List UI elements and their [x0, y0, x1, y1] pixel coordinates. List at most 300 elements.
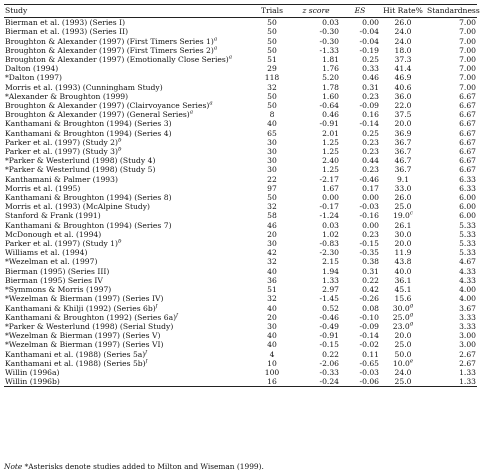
cell-effect-size [340, 202, 380, 211]
cell-hit-rate [380, 331, 426, 340]
cell-study [4, 193, 252, 202]
cell-study [4, 267, 252, 276]
cell-study-footnote-marker: b [117, 147, 122, 153]
cell-hit-rate [380, 83, 426, 92]
cell-study-text: *Wezelman & Bierman (1997) (Series IV) [5, 294, 164, 304]
cell-effect-size [340, 27, 380, 36]
cell-study-text: *Symmons & Morris (1997) [5, 285, 112, 295]
cell-standardness-text: 4.67 [459, 257, 476, 267]
cell-trials [252, 322, 292, 331]
cell-z-score [292, 340, 340, 349]
cell-hit-rate [380, 248, 426, 257]
cell-study-text: *Wezelman & Bierman (1997) (Series VI) [5, 340, 164, 350]
table-row [4, 350, 477, 359]
cell-z-score-text: 0.00 [322, 193, 339, 203]
cell-hit-rate-text: 24.0 [394, 36, 412, 46]
table-row [4, 156, 477, 165]
cell-study-text: Broughton & Alexander (1997) (Emotionally Close Series) [5, 55, 229, 65]
cell-z-score [292, 18, 340, 28]
cell-z-score [292, 211, 340, 220]
cell-trials-text: 22 [267, 174, 277, 184]
cell-study [4, 211, 252, 220]
cell-hit-rate-text: 46.9 [394, 73, 412, 83]
cell-hit-rate-text: 26.0 [394, 193, 412, 203]
cell-study [4, 239, 252, 248]
cell-standardness [426, 101, 477, 110]
table-row [4, 368, 477, 377]
cell-study [4, 110, 252, 119]
cell-effect-size-text: -0.26 [359, 294, 379, 304]
cell-z-score-text: 1.76 [322, 64, 339, 74]
cell-study-text: Broughton & Alexander (1997) (General Series) [5, 110, 190, 120]
cell-standardness [426, 55, 477, 64]
cell-trials [252, 221, 292, 230]
cell-standardness [426, 129, 477, 138]
cell-standardness [426, 257, 477, 266]
cell-standardness-text: 3.00 [459, 340, 476, 350]
header-study: Study [4, 5, 252, 18]
cell-effect-size [340, 73, 380, 82]
cell-trials [252, 55, 292, 64]
cell-trials [252, 73, 292, 82]
cell-z-score [292, 193, 340, 202]
cell-study-text: Broughton & Alexander (1997) (First Timers Series 2) [5, 45, 214, 55]
cell-study-text: Kanthamani et al. (1988) (Series 5a) [5, 349, 146, 359]
cell-study-text: Kanthamani & Broughton (1992) (Series 6a) [5, 312, 177, 322]
cell-z-score [292, 331, 340, 340]
table-row [4, 294, 477, 303]
table-row [4, 313, 477, 322]
cell-effect-size-text: 0.00 [362, 18, 379, 28]
cell-standardness-text: 7.00 [459, 18, 476, 28]
cell-study [4, 119, 252, 128]
cell-effect-size-text: 0.00 [362, 220, 379, 230]
cell-standardness [426, 267, 477, 276]
cell-z-score-text: 1.25 [322, 137, 339, 147]
cell-effect-size [340, 331, 380, 340]
cell-hit-rate [380, 304, 426, 313]
cell-effect-size-text: 0.46 [362, 73, 379, 83]
cell-study-text: Stanford & Frank (1991) [5, 211, 101, 221]
cell-standardness-text: 3.33 [459, 321, 476, 331]
cell-effect-size [340, 267, 380, 276]
cell-trials-text: 50 [267, 18, 277, 28]
cell-z-score [292, 37, 340, 46]
cell-study-text: Kanthamani & Broughton (1994) (Series 8) [5, 193, 172, 203]
cell-standardness [426, 27, 477, 36]
cell-standardness [426, 110, 477, 119]
cell-z-score [292, 55, 340, 64]
cell-study-text: Parker et al. (1997) (Study 3) [5, 147, 118, 157]
cell-effect-size [340, 230, 380, 239]
cell-hit-rate-text: 41.4 [394, 64, 412, 74]
cell-effect-size [340, 294, 380, 303]
cell-hit-rate [380, 156, 426, 165]
cell-standardness-text: 6.00 [459, 202, 476, 212]
cell-trials-text: 40 [267, 331, 277, 341]
table-row [4, 340, 477, 349]
cell-study [4, 377, 252, 387]
cell-effect-size [340, 55, 380, 64]
cell-hit-rate-text: 22.0 [394, 101, 412, 111]
cell-z-score-text: 0.03 [322, 220, 339, 230]
cell-study-text: Morris et al. (1993) (Cunningham Study) [5, 82, 163, 92]
cell-trials [252, 83, 292, 92]
cell-trials-text: 30 [267, 321, 277, 331]
cell-effect-size [340, 193, 380, 202]
cell-study-text: Broughton & Alexander (1997) (First Timers Series 1) [5, 36, 214, 46]
cell-standardness [426, 331, 477, 340]
cell-effect-size [340, 175, 380, 184]
cell-effect-size [340, 110, 380, 119]
cell-hit-rate-text: 19.0 [392, 211, 410, 221]
cell-standardness [426, 313, 477, 322]
cell-hit-rate-text: 26.1 [394, 220, 412, 230]
cell-standardness-text: 7.00 [459, 45, 476, 55]
cell-trials-text: 40 [267, 340, 277, 350]
cell-study-footnote-marker: a [189, 110, 193, 116]
cell-effect-size-text: -0.19 [359, 45, 379, 55]
cell-trials-text: 30 [267, 165, 277, 175]
cell-z-score [292, 350, 340, 359]
cell-trials [252, 156, 292, 165]
cell-trials-text: 50 [267, 36, 277, 46]
cell-z-score [292, 147, 340, 156]
cell-z-score-text: -2.06 [319, 358, 339, 368]
table-row [4, 239, 477, 248]
cell-trials [252, 313, 292, 322]
cell-z-score-text: -2.17 [319, 174, 339, 184]
cell-study [4, 101, 252, 110]
cell-effect-size-text: 0.31 [362, 82, 379, 92]
cell-trials [252, 368, 292, 377]
cell-effect-size [340, 359, 380, 368]
cell-trials [252, 184, 292, 193]
cell-standardness-text: 5.33 [459, 248, 476, 258]
cell-z-score [292, 377, 340, 387]
cell-z-score-text: 5.20 [322, 73, 339, 83]
cell-effect-size [340, 322, 380, 331]
cell-study-text: *Parker & Westerlund (1998) (Study 5) [5, 165, 156, 175]
cell-z-score [292, 156, 340, 165]
table-row [4, 257, 477, 266]
cell-standardness [426, 285, 477, 294]
cell-effect-size-text: -0.65 [359, 358, 379, 368]
cell-standardness [426, 46, 477, 55]
cell-trials [252, 92, 292, 101]
cell-standardness [426, 64, 477, 73]
cell-standardness [426, 184, 477, 193]
cell-z-score [292, 92, 340, 101]
cell-study [4, 221, 252, 230]
cell-standardness [426, 322, 477, 331]
cell-effect-size-text: -0.14 [359, 119, 379, 129]
cell-standardness [426, 147, 477, 156]
cell-hit-rate [380, 73, 426, 82]
cell-effect-size-text: 0.22 [362, 275, 379, 285]
cell-effect-size [340, 221, 380, 230]
cell-hit-rate [380, 211, 426, 220]
cell-trials-text: 40 [267, 266, 277, 276]
cell-study-text: Kanthamani & Broughton (1994) (Series 3) [5, 119, 172, 129]
cell-effect-size-text: 0.23 [362, 229, 379, 239]
cell-z-score-text: 0.03 [322, 18, 339, 28]
cell-trials [252, 110, 292, 119]
cell-hit-rate [380, 27, 426, 36]
cell-study [4, 55, 252, 64]
cell-effect-size-text: -0.04 [359, 27, 379, 37]
cell-hit-rate [380, 147, 426, 156]
cell-study [4, 64, 252, 73]
cell-standardness [426, 83, 477, 92]
cell-trials-text: 42 [267, 248, 277, 258]
cell-trials [252, 27, 292, 36]
table-row [4, 175, 477, 184]
cell-hit-rate-text: 40.6 [394, 82, 412, 92]
cell-trials-text: 29 [267, 64, 277, 74]
table-row [4, 18, 477, 28]
cell-z-score [292, 276, 340, 285]
cell-standardness [426, 359, 477, 368]
cell-effect-size-text: -0.06 [359, 377, 379, 387]
cell-trials [252, 101, 292, 110]
cell-hit-rate-text: 18.0 [394, 45, 412, 55]
cell-hit-rate [380, 18, 426, 28]
cell-z-score [292, 267, 340, 276]
cell-standardness-text: 5.33 [459, 220, 476, 230]
cell-hit-rate-text: 40.0 [394, 266, 412, 276]
cell-hit-rate [380, 359, 426, 368]
cell-effect-size [340, 276, 380, 285]
cell-trials [252, 340, 292, 349]
cell-hit-rate-text: 25.0 [394, 340, 412, 350]
table-row [4, 55, 477, 64]
cell-hit-rate-text: 37.5 [394, 110, 412, 120]
cell-z-score-text: -1.45 [319, 294, 339, 304]
cell-hit-rate [380, 119, 426, 128]
cell-study [4, 230, 252, 239]
cell-study-text: Bierman et al. (1993) (Series II) [5, 27, 129, 37]
cell-hit-rate-text: 20.0 [394, 239, 412, 249]
cell-trials-text: 16 [267, 377, 277, 387]
cell-hit-rate [380, 184, 426, 193]
cell-hit-rate-text: 36.7 [394, 137, 412, 147]
cell-effect-size-text: 0.38 [362, 257, 379, 267]
cell-effect-size [340, 340, 380, 349]
cell-hit-rate-text: 36.9 [394, 128, 412, 138]
cell-standardness-text: 7.00 [459, 82, 476, 92]
cell-z-score-text: -2.30 [319, 248, 339, 258]
cell-study-footnote-marker: b [117, 239, 122, 245]
cell-standardness [426, 230, 477, 239]
cell-trials [252, 175, 292, 184]
cell-z-score [292, 294, 340, 303]
cell-trials-text: 100 [264, 367, 280, 377]
cell-effect-size [340, 257, 380, 266]
cell-effect-size [340, 101, 380, 110]
cell-hit-rate-text: 25.0 [394, 377, 412, 387]
cell-standardness-text: 6.00 [459, 211, 476, 221]
cell-effect-size-text: 0.23 [362, 165, 379, 175]
cell-study-text: Kanthamani & Broughton (1994) (Series 7) [5, 220, 172, 230]
cell-trials-text: 20 [267, 229, 277, 239]
cell-study [4, 368, 252, 377]
cell-standardness-text: 7.00 [459, 36, 476, 46]
cell-hit-rate [380, 350, 426, 359]
cell-z-score [292, 184, 340, 193]
cell-hit-rate [380, 239, 426, 248]
cell-standardness [426, 248, 477, 257]
cell-effect-size-text: 0.33 [362, 64, 379, 74]
cell-trials-text: 10 [267, 358, 277, 368]
cell-study-text: Willin (1996a) [5, 367, 60, 377]
cell-effect-size [340, 37, 380, 46]
cell-z-score-text: 2.15 [322, 257, 339, 267]
cell-trials [252, 257, 292, 266]
cell-z-score-text: -0.83 [319, 239, 339, 249]
header-trials: Trials [252, 5, 292, 18]
cell-z-score [292, 359, 340, 368]
table-row [4, 230, 477, 239]
cell-study [4, 184, 252, 193]
cell-effect-size-text: -0.09 [359, 101, 379, 111]
cell-z-score-text: -0.24 [319, 377, 339, 387]
cell-z-score [292, 46, 340, 55]
cell-study-text: Parker et al. (1997) (Study 1) [5, 239, 118, 249]
cell-effect-size-text: 0.25 [362, 128, 379, 138]
cell-standardness-text: 2.67 [459, 358, 476, 368]
cell-hit-rate [380, 193, 426, 202]
cell-trials-text: 40 [267, 303, 277, 313]
cell-study-footnote-marker: a [213, 45, 218, 52]
cell-effect-size [340, 129, 380, 138]
cell-z-score-text: -0.49 [319, 321, 339, 331]
table-row [4, 304, 477, 313]
cell-z-score-text: 1.25 [322, 165, 339, 175]
cell-effect-size-text: 0.23 [362, 147, 379, 157]
table-row [4, 73, 477, 82]
cell-study [4, 285, 252, 294]
cell-hit-rate [380, 368, 426, 377]
cell-effect-size [340, 64, 380, 73]
cell-study-text: Williams et al. (1994) [5, 248, 88, 258]
cell-hit-rate [380, 276, 426, 285]
cell-effect-size [340, 138, 380, 147]
cell-effect-size [340, 368, 380, 377]
cell-trials [252, 276, 292, 285]
cell-hit-rate-text: 23.0 [392, 321, 410, 331]
cell-trials [252, 377, 292, 387]
cell-z-score-text: -0.46 [319, 312, 339, 322]
cell-hit-rate [380, 221, 426, 230]
cell-study-text: Morris et al. (1995) [5, 183, 81, 193]
cell-trials-text: 51 [267, 285, 277, 295]
table-row [4, 193, 477, 202]
cell-standardness [426, 138, 477, 147]
cell-standardness [426, 340, 477, 349]
cell-trials [252, 248, 292, 257]
cell-hit-rate-text: 9.1 [396, 174, 410, 184]
cell-hit-rate-text: 36.1 [394, 275, 412, 285]
cell-study-footnote-marker: f [145, 358, 148, 365]
cell-z-score-text: -1.24 [319, 211, 339, 221]
cell-z-score-text: 1.78 [322, 82, 339, 92]
cell-z-score-text: -0.91 [319, 331, 339, 341]
cell-study [4, 46, 252, 55]
cell-study-footnote-marker: a [209, 101, 213, 107]
cell-study [4, 18, 252, 28]
cell-hit-rate-text: 25.0 [394, 202, 412, 212]
cell-trials [252, 304, 292, 313]
cell-standardness-text: 6.67 [459, 165, 476, 175]
cell-z-score-text: -0.91 [319, 119, 339, 129]
cell-study [4, 331, 252, 340]
cell-hit-rate [380, 55, 426, 64]
cell-effect-size [340, 92, 380, 101]
cell-trials-text: 97 [267, 183, 277, 193]
cell-standardness-text: 2.67 [459, 349, 476, 359]
table-row [4, 64, 477, 73]
cell-z-score-text: 0.46 [322, 110, 339, 120]
cell-standardness-text: 6.67 [459, 137, 476, 147]
cell-effect-size-text: 0.11 [362, 349, 379, 359]
cell-z-score-text: 1.81 [322, 55, 339, 65]
cell-study-text: *Wezelman & Bierman (1997) (Series V) [5, 331, 161, 341]
cell-effect-size-text: -0.02 [359, 340, 379, 350]
cell-trials-text: 20 [267, 312, 277, 322]
cell-hit-rate-text: 25.0 [392, 312, 410, 322]
cell-study-footnote-marker: f [155, 303, 158, 309]
cell-study [4, 304, 252, 313]
cell-hit-rate-footnote-marker: d [409, 321, 414, 328]
cell-z-score [292, 64, 340, 73]
cell-study [4, 294, 252, 303]
cell-hit-rate-text: 46.7 [394, 156, 412, 166]
cell-study [4, 175, 252, 184]
cell-effect-size [340, 285, 380, 294]
cell-z-score-text: 0.22 [322, 349, 339, 359]
cell-trials-text: 50 [267, 27, 277, 37]
cell-standardness-text: 3.00 [459, 331, 476, 341]
cell-z-score-text: 1.60 [322, 91, 339, 101]
cell-study [4, 350, 252, 359]
table-row [4, 248, 477, 257]
cell-effect-size-text: 0.17 [362, 183, 379, 193]
cell-standardness-text: 1.33 [459, 367, 476, 377]
cell-hit-rate [380, 165, 426, 174]
cell-hit-rate [380, 64, 426, 73]
cell-hit-rate-text: 36.0 [394, 91, 412, 101]
cell-study-footnote-marker: f [145, 349, 148, 355]
cell-hit-rate [380, 175, 426, 184]
cell-z-score [292, 83, 340, 92]
cell-standardness-text: 1.33 [459, 377, 476, 387]
cell-trials [252, 359, 292, 368]
cell-hit-rate [380, 46, 426, 55]
cell-study [4, 83, 252, 92]
cell-standardness-text: 4.00 [459, 285, 476, 295]
cell-hit-rate-footnote-marker: c [409, 211, 413, 217]
cell-trials [252, 267, 292, 276]
cell-standardness-text: 7.00 [459, 64, 476, 74]
cell-standardness [426, 37, 477, 46]
header-hit-rate: Hit Rate% [380, 5, 426, 18]
cell-trials-text: 8 [269, 110, 275, 120]
cell-trials [252, 119, 292, 128]
cell-trials-text: 32 [267, 202, 277, 212]
cell-effect-size-text: -0.04 [359, 36, 379, 46]
cell-trials [252, 239, 292, 248]
